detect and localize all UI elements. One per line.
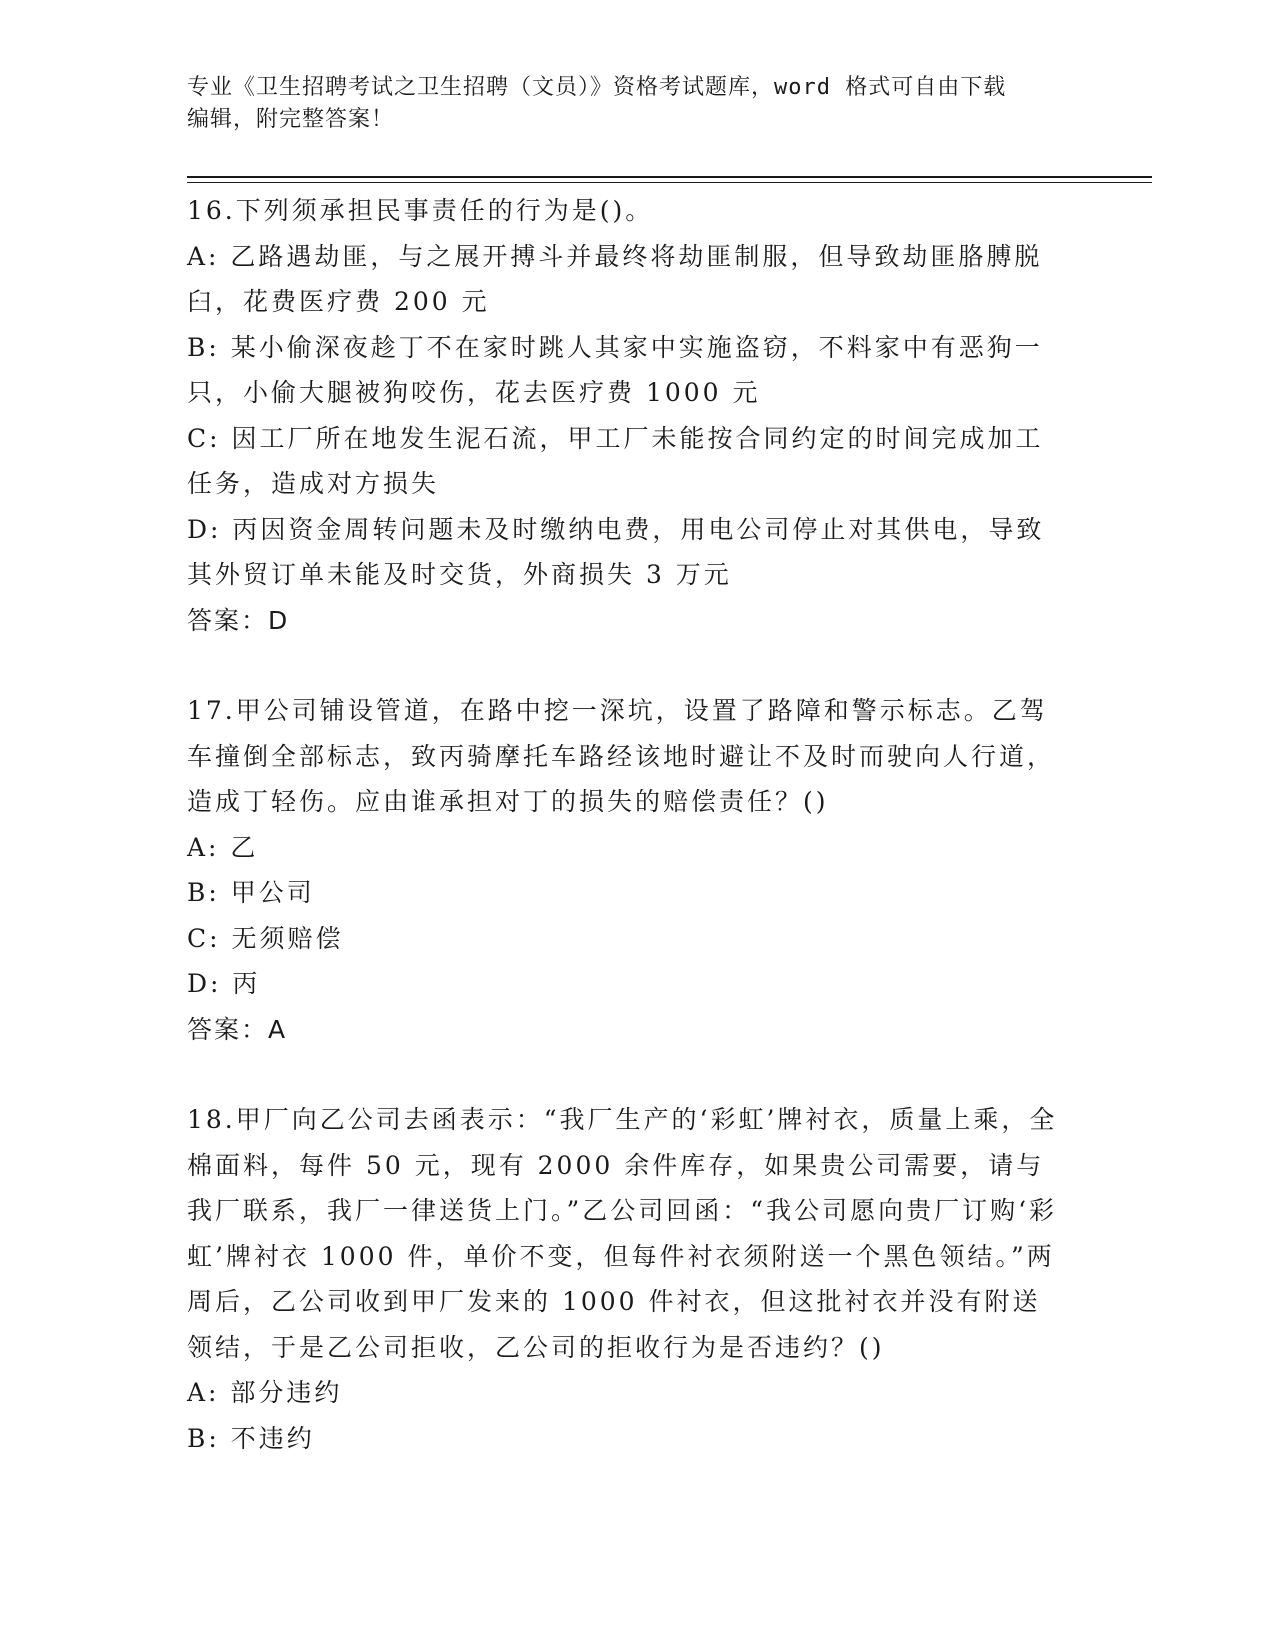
option-b: B: 某小偷深夜趁丁不在家时跳人其家中实施盗窃，不料家中有恶狗一只，小偷大腿被狗咬伤，花去医疗费 1000 元 xyxy=(187,332,1043,407)
answer-label: 答案：D xyxy=(187,605,290,635)
header-description xyxy=(187,72,1067,136)
option-a: A: 乙路遇劫匪，与之展开搏斗并最终将劫匪制服，但导致劫匪胳膊脱臼，花费医疗费 200 元 xyxy=(187,241,1043,316)
option-d: D: 丙因资金周转问题未及时缴纳电费，用电公司停止对其供电，导致其外贸订单未能及时交货，外商损失 3 万元 xyxy=(187,514,1045,589)
question-stem: 16.下列须承担民事责任的行为是()。 xyxy=(187,196,654,225)
option-d: D: 丙 xyxy=(187,969,261,998)
question-list xyxy=(187,188,1067,1461)
question-stem: 18.甲厂向乙公司去函表示：“我厂生产的‘彩虹’牌衬衣，质量上乘，全棉面料，每件 50 元，现有 2000 余件库存，如果贵公司需要，请与我厂联系，我厂一律送货上门。”乙公司回函：“我公司愿向贵厂订购‘彩虹’牌衬衣 1000 件，单价不变，但每件衬衣须附送一个黑色领结。”两周后，乙公司收到甲厂发来的 1000 件衬衣，但这批衬衣并没有附送领结，于是乙公司拒收，乙公司的拒收行为是否违约？() xyxy=(187,1105,1058,1362)
option-b: B: 不违约 xyxy=(187,1423,315,1453)
header-line-1: 专业《卫生招聘考试之卫生招聘（文员）》资格考试题库，word 格式可自由下载 xyxy=(187,75,1007,100)
option-c: C: 因工厂所在地发生泥石流，甲工厂未能按合同约定的时间完成加工任务，造成对方损失 xyxy=(187,423,1044,498)
option-c: C: 无须赔偿 xyxy=(187,923,344,953)
question-stem: 17.甲公司铺设管道，在路中挖一深坑，设置了路障和警示标志。乙驾车撞倒全部标志，致丙骑摩托车路经该地时避让不及时而驶向人行道，造成丁轻伤。应由谁承担对丁的损失的赔偿责任？() xyxy=(187,696,1056,816)
header-divider-thick xyxy=(187,176,1152,178)
question-spacer xyxy=(187,643,1067,688)
question-spacer xyxy=(187,1052,1067,1097)
question-16 xyxy=(187,188,1067,643)
header-divider-thin xyxy=(187,182,1152,183)
question-18 xyxy=(187,1097,1067,1461)
question-17 xyxy=(187,688,1067,1052)
option-a: A: 部分违约 xyxy=(187,1378,343,1407)
option-a: A: 乙 xyxy=(187,832,259,862)
option-b: B: 甲公司 xyxy=(187,878,315,907)
answer-label: 答案：A xyxy=(187,1014,288,1044)
header-line-2: 编辑，附完整答案！ xyxy=(187,107,395,132)
